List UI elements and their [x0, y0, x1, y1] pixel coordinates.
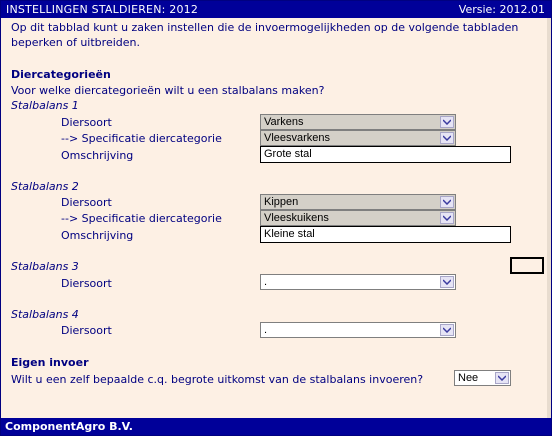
diercategorieen-question: Voor welke diercategorieën wilt u een stalbalans maken? [11, 84, 325, 97]
selected-value: Vleesvarkens [264, 132, 331, 144]
chevron-down-icon[interactable] [440, 116, 454, 128]
specificatie-label: --> Specificatie diercategorie [61, 212, 222, 225]
stalbalans-1-diersoort-select[interactable] [260, 114, 456, 130]
stalbalans-2-title: Stalbalans 2 [11, 180, 79, 193]
diersoort-label: Diersoort [61, 324, 112, 337]
selected-value: Varkens [264, 116, 304, 128]
eigen-invoer-question: Wilt u een zelf bepaalde c.q. begrote uitkomst van de stalbalans invoeren? [11, 373, 424, 386]
diercategorieen-heading: Diercategorieën [11, 68, 111, 81]
version-label: Versie: 2012.01 [458, 3, 545, 16]
selected-value: Vleeskuikens [264, 212, 329, 224]
eigen-invoer-heading: Eigen invoer [11, 356, 89, 369]
chevron-down-icon[interactable] [440, 212, 454, 224]
chevron-down-icon[interactable] [440, 324, 454, 336]
stalbalans-4-diersoort-select[interactable] [260, 322, 456, 338]
stalbalans-3-diersoort-select[interactable] [260, 274, 456, 290]
footer-company: ComponentAgro B.V. [5, 420, 133, 433]
chevron-down-icon[interactable] [495, 372, 509, 384]
selected-value: . [264, 324, 268, 336]
stalbalans-2-omschrijving-input[interactable]: Kleine stal [260, 226, 511, 243]
stalbalans-3-title: Stalbalans 3 [11, 260, 79, 273]
chevron-down-icon[interactable] [440, 132, 454, 144]
stalbalans-2-specificatie-select[interactable] [260, 210, 456, 226]
title-bar [1, 1, 551, 18]
chevron-down-icon[interactable] [440, 196, 454, 208]
intro-text: Op dit tabblad kunt u zaken instellen die de invoermogelijkheden op de volgende tabbladen beperken of uitbreiden. [11, 21, 519, 49]
stalbalans-4-title: Stalbalans 4 [11, 308, 79, 321]
focus-cell[interactable] [510, 257, 544, 274]
diersoort-label: Diersoort [61, 277, 112, 290]
footer-bar [1, 418, 551, 435]
selected-value: Nee [458, 372, 479, 384]
chevron-down-icon[interactable] [440, 276, 454, 288]
scrollbar-edge [547, 18, 551, 418]
selected-value: Kippen [264, 196, 299, 208]
omschrijving-label: Omschrijving [61, 229, 134, 242]
diersoort-label: Diersoort [61, 116, 112, 129]
stalbalans-1-specificatie-select[interactable] [260, 130, 456, 146]
stalbalans-1-omschrijving-input[interactable]: Grote stal [260, 146, 511, 163]
selected-value: . [264, 276, 268, 288]
omschrijving-label: Omschrijving [61, 149, 134, 162]
specificatie-label: --> Specificatie diercategorie [61, 132, 222, 145]
page-title: INSTELLINGEN STALDIEREN: 2012 [6, 3, 199, 16]
eigen-invoer-select[interactable] [454, 370, 511, 386]
stalbalans-2-diersoort-select[interactable] [260, 194, 456, 210]
diersoort-label: Diersoort [61, 196, 112, 209]
stalbalans-1-title: Stalbalans 1 [11, 99, 79, 112]
